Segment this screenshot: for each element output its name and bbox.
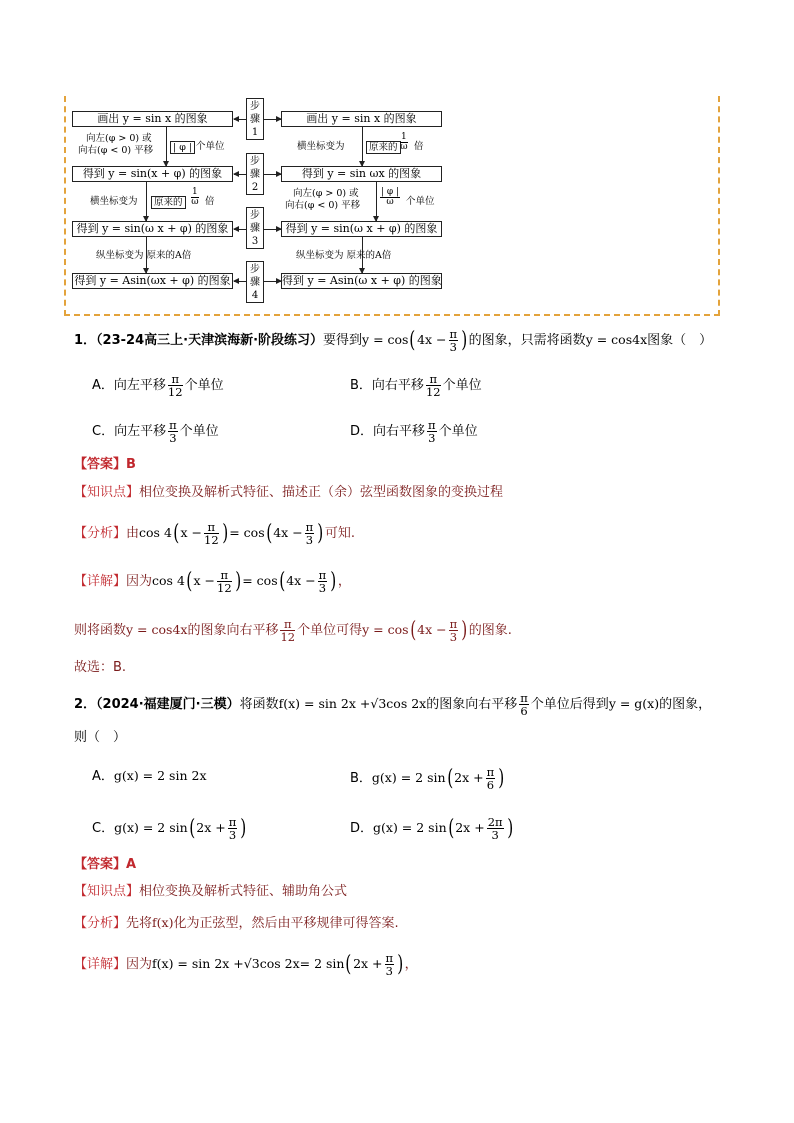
q1-knowledge-text: 相位变换及解析式特征、描述正（余）弦型函数图象的变换过程 — [139, 485, 504, 500]
q2-analysis-a: 先将 — [126, 916, 153, 931]
q1-three: 3 — [449, 340, 457, 355]
q2-b-six: 6 — [486, 778, 495, 793]
left-arrow-1 — [166, 127, 167, 166]
q2-c-three: 3 — [228, 828, 237, 843]
q1-conclusion: 故选：B. — [74, 660, 127, 675]
q2-d-2pi: 2π — [487, 815, 503, 829]
arrow-step1-right — [264, 119, 281, 120]
q1-detail: 【详解】因为cos 4(x − $\frac{\pi}{12}$ )= cos(4x − $\frac{\pi}{3}$ )， — [74, 568, 351, 596]
q1-y-eq-cos: y = cos — [362, 332, 409, 348]
q1-option-b[interactable] — [350, 373, 482, 398]
q1-analysis-tag: 【分析】 — [74, 526, 127, 542]
q2-detail-fx: f(x) = sin 2x + — [152, 956, 244, 972]
q1-d-pi: π — [428, 418, 436, 432]
q1-knowledge — [74, 483, 503, 503]
q1-option-b-text1: 向右平移 — [371, 378, 424, 394]
q2-option-a[interactable] — [92, 766, 207, 787]
q1-detail-tag: 【详解】 — [74, 574, 127, 590]
q1-option-d-text2: 个单位 — [438, 424, 478, 440]
q2-analysis — [74, 913, 399, 934]
q1-b-twelve: 12 — [425, 385, 441, 400]
q1-d2-pi2: π — [449, 617, 458, 631]
q1-detail2-c: 个单位可得 — [297, 623, 363, 639]
q2-detail-2x: 2x + — [353, 956, 383, 972]
left-note-2c: 倍 — [205, 196, 215, 207]
q1-option-b-label: B． — [350, 378, 372, 394]
right-note-2c: 个单位 — [406, 196, 435, 207]
q1-answer — [74, 455, 136, 475]
q2-answer — [74, 855, 136, 875]
left-box-1: 画出 y = sin x 的图象 — [72, 111, 233, 127]
right-note-2a: 向左(φ > 0) 或 — [293, 188, 359, 199]
q1-analysis-x-minus: x − — [180, 525, 202, 541]
q1-answer-value: B — [126, 457, 136, 472]
q1-dt-three: 3 — [318, 581, 327, 596]
q1-source: （23-24高三上·天津滨海新·阶段练习） — [96, 333, 324, 349]
q1-detail-x-minus: x − — [193, 573, 215, 589]
q2-option-d[interactable]: D．g(x) = 2 sin(2x + $\frac{2\pi}{3}$ ) — [350, 815, 513, 843]
arrow-step4-right — [264, 281, 281, 282]
arrow-step3-left — [234, 229, 246, 230]
left-note-1b: 向右(φ < 0) 平移 — [78, 145, 154, 156]
left-note-1c: 个单位 — [196, 141, 225, 152]
right-note-1-den: ω — [400, 142, 408, 153]
q1-detail2-a: 则将函数 — [74, 623, 127, 639]
q1-detail-4x: 4x − — [286, 573, 316, 589]
q1-number: 1． — [74, 333, 97, 349]
q1-detail-a: 因为 — [126, 574, 153, 590]
q1-dt-pi: π — [217, 569, 232, 582]
q1-option-d-text1: 向右平移 — [373, 424, 426, 440]
q1-d2-pi: π — [280, 618, 295, 631]
q1-detail-eq-cos: = cos — [242, 573, 278, 589]
q2-detail: 【详解】因为f(x) = sin 2x +√3cos 2x= 2 sin(2x + $\frac{\pi}{3}$ )， — [74, 951, 418, 979]
q1-b-pi: π — [426, 373, 441, 386]
q1-a-twelve: 12 — [167, 385, 183, 400]
q2-detail-b: ， — [404, 957, 418, 973]
right-box-1: 画出 y = sin x 的图象 — [281, 111, 442, 127]
q2-option-d-label: D． — [350, 821, 374, 837]
right-note-2b: 向右(φ < 0) 平移 — [285, 200, 361, 211]
q2-option-a-label: A． — [92, 769, 114, 784]
q2-analysis-tag: 【分析】 — [74, 916, 127, 931]
q2-cos2x: cos 2x — [386, 696, 427, 712]
q1-dt-pi2: π — [318, 568, 327, 582]
q1-analysis-b: 可知. — [324, 526, 355, 542]
q2-analysis-b: 化为正弦型，然后由平移规律可得答案. — [173, 916, 399, 931]
step-box-4: 步 骤 4 — [246, 261, 264, 303]
arrow-step2-left — [234, 174, 246, 175]
q2-detail-cos2x: cos 2x — [259, 956, 300, 972]
q1-detail-b: ， — [337, 574, 351, 590]
right-arrow-2 — [376, 182, 377, 221]
q1-y-eq-cos4x: y = cos4x — [585, 332, 648, 348]
q1-stem-b: 的图象，只需将函数 — [468, 333, 586, 349]
q2-c-pi: π — [228, 815, 237, 829]
q2-answer-tag: 【答案】 — [74, 857, 127, 872]
q1-option-a-text1: 向左平移 — [113, 378, 166, 394]
left-box-2: 得到 y = sin(x + φ) 的图象 — [72, 166, 233, 182]
right-box-2: 得到 y = sin ωx 的图象 — [281, 166, 442, 182]
q1-option-a-text2: 个单位 — [184, 378, 224, 394]
left-box-4: 得到 y = Asin(ωx + φ) 的图象 — [72, 273, 233, 289]
right-arrow-1 — [362, 127, 363, 166]
left-note-3: 纵坐标变为 原来的A倍 — [96, 250, 192, 261]
q1-an-three: 3 — [305, 533, 314, 548]
q1-option-c-text1: 向左平移 — [114, 424, 167, 440]
left-note-2-num: 1 — [192, 187, 198, 197]
q2-d-three: 3 — [491, 828, 499, 843]
q1-pi: π — [449, 327, 458, 341]
q1-option-c-text2: 个单位 — [179, 424, 219, 440]
q1-detail2-b: 的图象向右平移 — [187, 623, 279, 639]
q2-detail-2sin: = 2 sin — [299, 956, 345, 972]
q2-option-a-expr: g(x) = 2 sin 2x — [113, 768, 207, 783]
right-note-2-frac — [380, 188, 400, 208]
q2-option-b-expr: g(x) = 2 sin — [371, 770, 446, 786]
right-note-1-num: 1 — [401, 132, 407, 142]
right-note-3: 纵坐标变为 原来的A倍 — [296, 250, 392, 261]
step-box-1: 步 骤 1 — [246, 98, 264, 140]
left-arrow-2 — [146, 182, 147, 221]
q1-analysis-4x: 4x − — [273, 525, 303, 541]
arrow-step4-left — [234, 281, 246, 282]
q2-stem-d: 的图象， — [659, 697, 712, 713]
q2-dt-pi: π — [385, 951, 394, 965]
right-note-1-frac — [400, 133, 408, 153]
right-note-1c: 倍 — [414, 141, 424, 152]
q2-number: 2． — [74, 697, 97, 713]
q1-analysis-eq-cos: = cos — [229, 525, 265, 541]
q1-detail-cos4: cos 4 — [152, 573, 185, 589]
right-note-1b: 原来的 — [366, 141, 401, 154]
q1-d2-three: 3 — [449, 630, 458, 645]
right-box-4: 得到 y = Asin(ω x + φ) 的图象 — [282, 274, 442, 287]
q1-option-a[interactable] — [92, 373, 224, 398]
left-note-2-frac — [191, 188, 199, 208]
left-note-2-den: ω — [191, 197, 199, 208]
q2-stem-b: 的图象向右平移 — [426, 697, 518, 713]
q2-option-c-2x: 2x + — [196, 820, 226, 836]
q2-knowledge-tag: 【知识点】 — [74, 884, 140, 899]
q2-stem — [74, 692, 711, 717]
q2-knowledge-text: 相位变换及解析式特征、辅助角公式 — [139, 884, 348, 899]
q1-d2-twelve: 12 — [280, 630, 296, 645]
q2-option-d-2x: 2x + — [455, 820, 485, 836]
right-note-2-num: | φ | — [381, 187, 400, 197]
q2-six: 6 — [520, 704, 528, 719]
left-box-3: 得到 y = sin(ω x + φ) 的图象 — [72, 221, 233, 237]
q1-option-c-label: C． — [92, 424, 115, 440]
q1-stem: 1．（23-24高三上·天津滨海新·阶段练习）要得到y = cos(4x − $\frac{\pi}{3}$ )的图象，只需将函数y = cos4x图象（ ） — [74, 327, 713, 355]
q1-an-twelve: 12 — [204, 533, 219, 548]
q1-detail2-d: 的图象. — [468, 623, 512, 639]
q1-c-pi: π — [169, 418, 177, 432]
q1-d-three: 3 — [428, 431, 436, 446]
q1-c-three: 3 — [169, 431, 177, 446]
q1-answer-tag: 【答案】 — [74, 457, 127, 472]
q1-analysis-cos4: cos 4 — [139, 525, 172, 541]
step-box-3: 步 骤 3 — [246, 207, 264, 249]
q1-detail2-4x: 4x − — [417, 622, 447, 638]
q2-stem-e: 则（ ） — [74, 730, 127, 745]
arrow-step2-right — [264, 174, 281, 175]
left-note-1a: 向左(φ > 0) 或 — [86, 133, 152, 144]
q1-option-a-label: A． — [92, 378, 114, 394]
q1-knowledge-tag: 【知识点】 — [74, 485, 140, 500]
right-note-2-den: ω — [386, 197, 394, 208]
q2-option-b-label: B． — [350, 771, 372, 787]
q2-stem-a: 将函数 — [239, 697, 279, 713]
q2-detail-sqrt3: √3 — [243, 956, 260, 972]
q2-answer-value: A — [126, 857, 137, 872]
q2-stem-c: 个单位后得到 — [530, 697, 609, 713]
right-box-3: 得到 y = sin(ω x + φ) 的图象 — [281, 221, 442, 237]
q1-analysis-a: 由 — [126, 526, 140, 542]
q2-fx: f(x) = sin 2x + — [278, 696, 371, 712]
q1-dt-twelve: 12 — [217, 581, 232, 596]
q1-a-pi: π — [168, 373, 183, 386]
q2-option-d-expr: g(x) = 2 sin — [373, 820, 447, 836]
q2-detail-a: 因为 — [126, 957, 153, 973]
q1-analysis: 【分析】由cos 4(x − $\frac{\pi}{12}$ )= cos(4x − $\frac{\pi}{3}$ )可知. — [74, 520, 355, 548]
q1-stem-a: 要得到 — [323, 333, 363, 349]
q2-knowledge — [74, 882, 347, 902]
q1-detail2-y-cos: y = cos — [362, 622, 409, 638]
q1-an-pi2: π — [305, 520, 314, 534]
right-note-1a: 横坐标变为 — [297, 141, 345, 152]
step-box-2: 步 骤 2 — [246, 153, 264, 195]
left-note-1-num: | φ | — [170, 141, 195, 154]
q2-option-c-label: C． — [92, 821, 115, 837]
q2-option-c-expr: g(x) = 2 sin — [114, 820, 188, 836]
q2-dt-three: 3 — [385, 964, 393, 979]
q2-source: （2024·福建厦门·三模） — [96, 697, 240, 713]
q2-analysis-fx: f(x) — [152, 915, 174, 930]
q2-detail-tag: 【详解】 — [74, 957, 127, 973]
q2-option-c[interactable]: C．g(x) = 2 sin(2x + $\frac{\pi}{3}$ ) — [92, 815, 247, 843]
left-note-2b: 原来的 — [151, 196, 186, 209]
q1-detail-2: 则将函数y = cos4x的图象向右平移 $\frac{\pi}{12}$ 个单位可得y = cos(4x − $\frac{\pi}{3}$ )的图象. — [74, 617, 512, 645]
q1-option-d[interactable] — [350, 419, 478, 444]
q2-option-b[interactable]: B．g(x) = 2 sin(2x + $\frac{\pi}{6}$ ) — [350, 765, 505, 793]
q1-stem-c: 图象（ ） — [647, 333, 713, 349]
arrow-step1-left — [234, 119, 246, 120]
q1-detail2-func: y = cos4x — [126, 622, 188, 638]
q2-y-gx: y = g(x) — [608, 696, 660, 712]
q2-option-b-2x: 2x + — [454, 770, 484, 786]
q1-4x-minus: 4x − — [417, 332, 447, 348]
q2-sqrt3: √3 — [370, 696, 387, 712]
q2-pi: π — [520, 691, 528, 705]
left-note-2a: 横坐标变为 — [90, 196, 138, 207]
arrow-step3-right — [264, 229, 281, 230]
q1-an-pi: π — [204, 521, 219, 534]
q2-b-pi: π — [486, 765, 495, 779]
q1-option-b-text2: 个单位 — [442, 378, 482, 394]
q1-option-c[interactable] — [92, 419, 219, 444]
q1-option-d-label: D． — [350, 424, 374, 440]
